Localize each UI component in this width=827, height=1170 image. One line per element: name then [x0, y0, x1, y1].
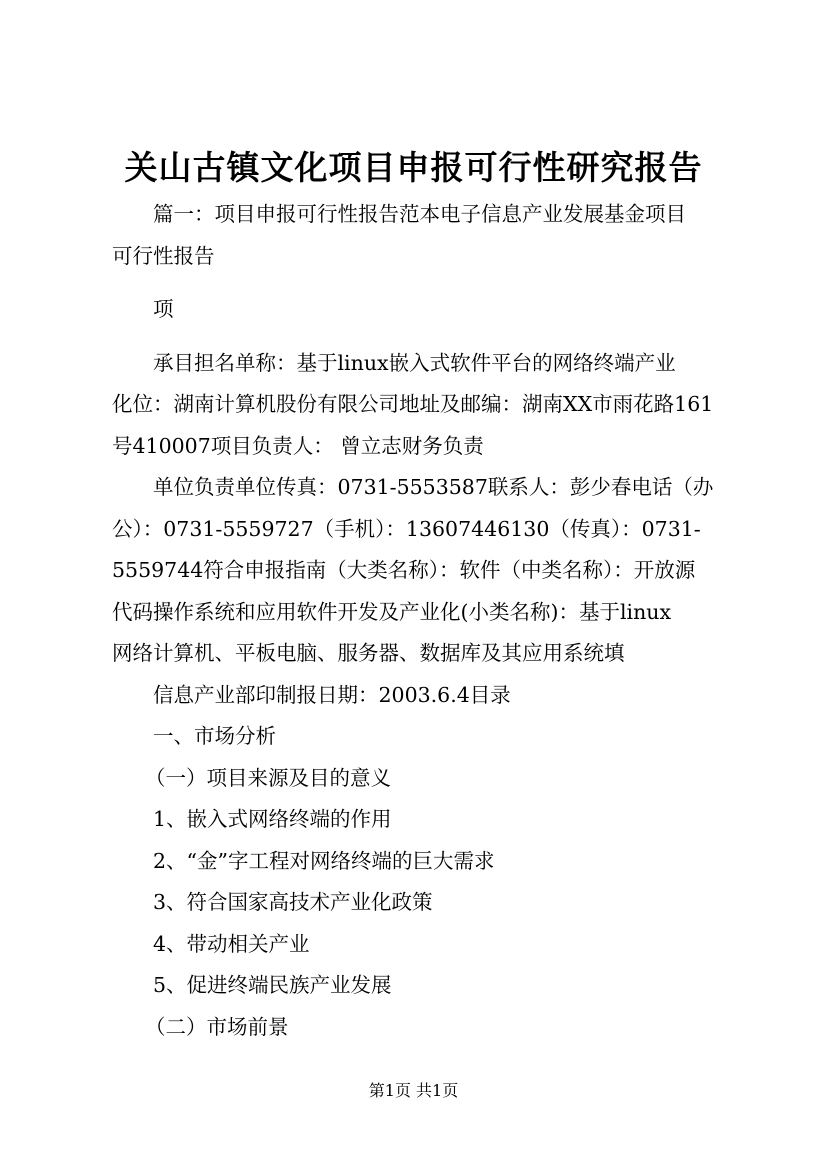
paragraph-line: 代码操作系统和应用软件开发及产业化(小类名称)：基于linux: [112, 599, 672, 624]
toc-item: 1、嵌入式网络终端的作用: [153, 807, 392, 831]
toc-item: 4、带动相关产业: [153, 931, 310, 956]
toc-item: （一）项目来源及目的意义: [145, 765, 391, 790]
paragraph-line: 项: [153, 297, 174, 321]
paragraph-line: 承目担名单称：基于linux嵌入式软件平台的网络终端产业: [153, 350, 676, 375]
paragraph-line: 化位：湖南计算机股份有限公司地址及邮编：湖南XX市雨花路161: [112, 392, 714, 416]
paragraph-line: 5559744符合申报指南（大类名称）：软件（中类名称）：开放源: [112, 558, 696, 582]
document-body: [112, 194, 727, 1048]
toc-item: 一、市场分析: [153, 724, 276, 748]
paragraph-line: 可行性报告: [112, 243, 215, 268]
toc-item: 5、促进终端民族产业发展: [153, 973, 392, 997]
document-title: 关山古镇文化项目申报可行性研究报告: [124, 148, 703, 187]
paragraph-line: 篇一：项目申报可行性报告范本电子信息产业发展基金项目: [153, 202, 686, 226]
page-footer: 第1页 共1页: [368, 1081, 459, 1100]
paragraph-line: 信息产业部印制报日期：2003.6.4目录: [153, 682, 511, 707]
paragraph-line: 号410007项目负责人： 曾立志财务负责: [112, 433, 484, 458]
toc-item: 2、“金”字工程对网络终端的巨大需求: [153, 848, 495, 873]
paragraph-line: 网络计算机、平板电脑、服务器、数据库及其应用系统填: [112, 641, 625, 665]
toc-item: （二）市场前景: [145, 1014, 289, 1039]
toc-item: 3、符合国家高技术产业化政策: [153, 890, 433, 914]
paragraph-line: 公）：0731-5559727（手机）：13607446130（传真）：0731-: [112, 516, 701, 541]
paragraph-line: 单位负责单位传真：0731-5553587联系人：彭少春电话（办: [153, 475, 714, 499]
